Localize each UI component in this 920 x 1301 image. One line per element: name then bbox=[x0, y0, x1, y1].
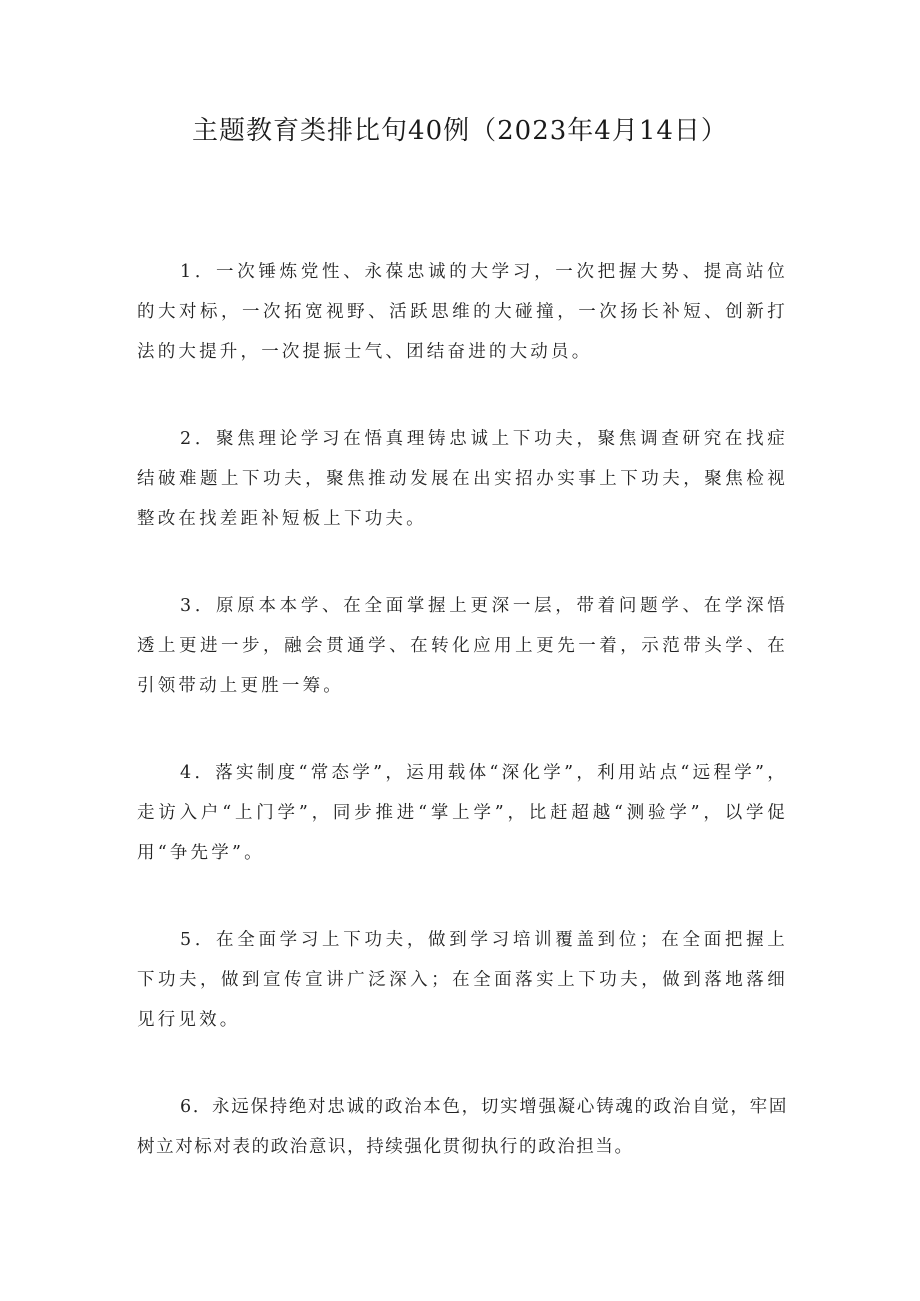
paragraph-6: 6．永远保持绝对忠诚的政治本色，切实增强凝心铸魂的政治自觉，牢固树立对标对表的政治意识，持续强化贯彻执行的政治担当。 bbox=[137, 1097, 788, 1157]
paragraph-2: 2．聚焦理论学习在悟真理铸忠诚上下功夫，聚焦调查研究在找症结破难题上下功夫，聚焦推动发展在出实招办实事上下功夫，聚焦检视整改在找差距补短板上下功夫。 bbox=[137, 429, 788, 529]
paragraph-1: 1．一次锤炼党性、永葆忠诚的大学习，一次把握大势、提高站位的大对标，一次拓宽视野、活跃思维的大碰撞，一次扬长补短、创新打法的大提升，一次提振士气、团结奋进的大动员。 bbox=[137, 262, 788, 362]
paragraph-3: 3．原原本本学、在全面掌握上更深一层，带着问题学、在学深悟透上更进一步，融会贯通学、在转化应用上更先一着，示范带头学、在引领带动上更胜一筹。 bbox=[137, 596, 788, 696]
paragraph-5: 5．在全面学习上下功夫，做到学习培训覆盖到位；在全面把握上下功夫，做到宣传宣讲广泛深入；在全面落实上下功夫，做到落地落细见行见效。 bbox=[137, 930, 788, 1030]
document-title: 主题教育类排比句40例（2023年4月14日） bbox=[192, 116, 728, 146]
paragraph-4: 4．落实制度“常态学”，运用载体“深化学”，利用站点“远程学”，走访入户“上门学”，同步推进“掌上学”，比赶超越“测验学”，以学促用“争先学”。 bbox=[137, 763, 788, 863]
